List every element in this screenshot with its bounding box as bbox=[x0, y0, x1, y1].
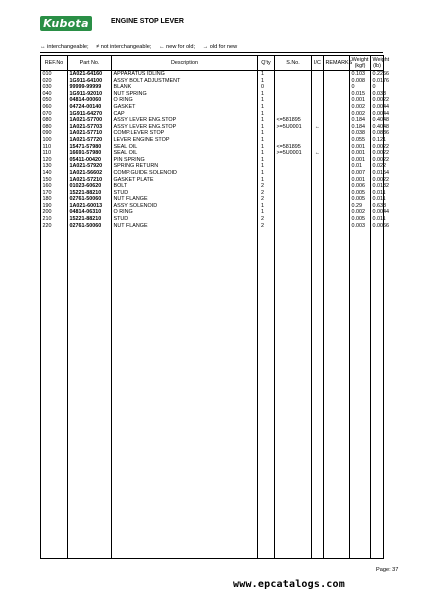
col-weight-lb: Weight (lb) bbox=[372, 57, 390, 69]
filler-cell bbox=[112, 229, 258, 558]
cell-remarks bbox=[324, 71, 350, 78]
table-row bbox=[41, 130, 384, 137]
cell-desc: LEVER ENGINE STOP bbox=[112, 137, 258, 144]
cell-ic bbox=[312, 111, 324, 118]
cell-remarks bbox=[324, 137, 350, 144]
cell-sno bbox=[275, 130, 312, 137]
cell-part: 04814-06310 bbox=[68, 209, 112, 216]
cell-lb: 0.033 bbox=[372, 90, 386, 97]
cell-remarks bbox=[324, 104, 350, 111]
cell-ref: 050 bbox=[41, 97, 68, 104]
cell-desc: STUD bbox=[112, 216, 258, 223]
cell-part: 99999-99999 bbox=[68, 84, 112, 91]
cell-kg: 0.001 bbox=[350, 157, 371, 164]
filler-cell bbox=[371, 229, 384, 558]
cell-qty: 1 bbox=[258, 130, 275, 137]
cell-desc: PIN SPRING bbox=[112, 157, 258, 164]
cell-desc: GASKET PLATE bbox=[112, 177, 258, 184]
cell-remarks bbox=[324, 196, 350, 203]
cell-kg: 0.005 bbox=[350, 216, 371, 223]
cell-desc: COMP.LEVER STOP bbox=[112, 130, 258, 137]
table-row bbox=[41, 209, 384, 216]
cell-lb: 0.011 bbox=[372, 196, 386, 203]
table-row bbox=[41, 150, 384, 157]
cell-sno bbox=[275, 78, 312, 85]
cell-lb: 0.4048 bbox=[372, 117, 389, 124]
cell-part: 15221-88210 bbox=[68, 216, 112, 223]
cell-desc: SEAL OIL bbox=[112, 150, 258, 157]
cell-kg: 0.002 bbox=[350, 209, 371, 216]
cell-desc: O RING bbox=[112, 209, 258, 216]
cell-qty: 1 bbox=[258, 71, 275, 78]
cell-part: 1A021-57710 bbox=[68, 130, 112, 137]
table-row bbox=[41, 157, 384, 164]
table-filler-row bbox=[41, 229, 384, 558]
table-row bbox=[41, 71, 384, 78]
table-row bbox=[41, 203, 384, 210]
cell-sno bbox=[275, 137, 312, 144]
cell-lb: 0.0044 bbox=[372, 209, 389, 216]
col-weight-kg: Weight (kgf) bbox=[350, 56, 371, 71]
cell-sno: >=5U0001 bbox=[275, 124, 312, 131]
cell-ic bbox=[312, 91, 324, 98]
cell-ic bbox=[312, 130, 324, 137]
col-ref: REF.No bbox=[41, 56, 68, 71]
table-header-row bbox=[41, 56, 384, 71]
cell-part: 1A021-57720 bbox=[68, 137, 112, 144]
cell-kg: 0.29 bbox=[350, 203, 371, 210]
cell-remarks bbox=[324, 97, 350, 104]
cell-lb: 0.0132 bbox=[372, 183, 389, 190]
cell-ic bbox=[312, 223, 324, 230]
cell-kg: 0.001 bbox=[350, 177, 371, 184]
cell-ref: 080 bbox=[41, 117, 68, 124]
cell-remarks bbox=[324, 117, 350, 124]
cell-desc: STUD bbox=[112, 190, 258, 197]
cell-lb: 0.0022 bbox=[372, 143, 389, 150]
cell-qty: 2 bbox=[258, 183, 275, 190]
legend-not-interchangeable: ≠ not interchangeable; bbox=[96, 44, 152, 50]
cell-sno: >=5U0001 bbox=[275, 150, 312, 157]
cell-sno bbox=[275, 177, 312, 184]
cell-part: 1A021-60013 bbox=[68, 203, 112, 210]
cell-qty: 1 bbox=[258, 144, 275, 151]
cell-kg: 0.008 bbox=[350, 78, 371, 85]
cell-sno bbox=[275, 223, 312, 230]
table-row bbox=[41, 117, 384, 124]
cell-lb: 0.4048 bbox=[372, 123, 389, 130]
cell-kg: 0.002 bbox=[350, 111, 371, 118]
header-rule bbox=[40, 52, 383, 53]
cell-ic bbox=[312, 117, 324, 124]
legend-old-for-new: → old for new bbox=[202, 44, 238, 50]
cell-ref: 010 bbox=[41, 71, 68, 78]
cell-qty: 1 bbox=[258, 137, 275, 144]
cell-ic bbox=[312, 97, 324, 104]
cell-sno bbox=[275, 84, 312, 91]
cell-part: 1G911-64100 bbox=[68, 78, 112, 85]
cell-desc: SEAL OIL bbox=[112, 144, 258, 151]
filler-cell bbox=[68, 229, 112, 558]
cell-part: 01023-60620 bbox=[68, 183, 112, 190]
cell-kg: 0.002 bbox=[350, 104, 371, 111]
cell-ref: 030 bbox=[41, 84, 68, 91]
cell-desc: NUT FLANGE bbox=[112, 196, 258, 203]
cell-qty: 2 bbox=[258, 190, 275, 197]
cell-lb: 0.011 bbox=[372, 189, 386, 196]
cell-ref: 080 bbox=[41, 124, 68, 131]
cell-remarks bbox=[324, 124, 350, 131]
cell-qty: 2 bbox=[258, 196, 275, 203]
cell-remarks bbox=[324, 91, 350, 98]
cell-part: 15221-88210 bbox=[68, 190, 112, 197]
cell-qty: 1 bbox=[258, 104, 275, 111]
cell-kg: 0.001 bbox=[350, 150, 371, 157]
cell-lb: 0.0176 bbox=[372, 77, 389, 84]
cell-lb: 0.022 bbox=[372, 163, 386, 170]
cell-sno bbox=[275, 183, 312, 190]
cell-sno bbox=[275, 209, 312, 216]
cell-ref: 110 bbox=[41, 144, 68, 151]
cell-remarks bbox=[324, 130, 350, 137]
cell-ic bbox=[312, 144, 324, 151]
cell-part: 1G911-92010 bbox=[68, 91, 112, 98]
cell-desc: NUT FLANGE bbox=[112, 223, 258, 230]
cell-qty: 1 bbox=[258, 97, 275, 104]
cell-sno bbox=[275, 196, 312, 203]
cell-ref: 190 bbox=[41, 203, 68, 210]
cell-ref: 220 bbox=[41, 223, 68, 230]
cell-remarks bbox=[324, 111, 350, 118]
table-row bbox=[41, 163, 384, 170]
cell-remarks bbox=[324, 84, 350, 91]
filler-cell bbox=[41, 229, 68, 558]
table-row bbox=[41, 97, 384, 104]
cell-sno bbox=[275, 111, 312, 118]
cell-desc: NUT SPRING bbox=[112, 91, 258, 98]
cell-part: 15471-57980 bbox=[68, 144, 112, 151]
cell-part: 04724-00140 bbox=[68, 104, 112, 111]
cell-sno bbox=[275, 97, 312, 104]
cell-ic bbox=[312, 84, 324, 91]
cell-ref: 200 bbox=[41, 209, 68, 216]
cell-qty: 1 bbox=[258, 91, 275, 98]
cell-remarks bbox=[324, 150, 350, 157]
filler-cell bbox=[258, 229, 275, 558]
cell-sno bbox=[275, 71, 312, 78]
cell-kg: 0.001 bbox=[350, 144, 371, 151]
cell-part: 02761-50060 bbox=[68, 196, 112, 203]
cell-ref: 180 bbox=[41, 196, 68, 203]
cell-sno: <=581895 bbox=[275, 144, 312, 151]
cell-lb: 0.0066 bbox=[372, 222, 389, 229]
cell-ref: 070 bbox=[41, 111, 68, 118]
cell-kg: 0.038 bbox=[350, 130, 371, 137]
cell-qty: 1 bbox=[258, 150, 275, 157]
cell-ic bbox=[312, 78, 324, 85]
cell-lb: 0.0022 bbox=[372, 176, 389, 183]
cell-sno bbox=[275, 203, 312, 210]
cell-remarks bbox=[324, 216, 350, 223]
table-row bbox=[41, 190, 384, 197]
cell-ref: 020 bbox=[41, 78, 68, 85]
cell-sno bbox=[275, 163, 312, 170]
cell-remarks bbox=[324, 209, 350, 216]
table-row bbox=[41, 111, 384, 118]
cell-remarks bbox=[324, 183, 350, 190]
cell-lb: 0.0836 bbox=[372, 130, 389, 137]
cell-qty: 1 bbox=[258, 209, 275, 216]
cell-kg: 0.015 bbox=[350, 91, 371, 98]
cell-desc: ASSY LEVER ENG.STOP bbox=[112, 124, 258, 131]
page-title: ENGINE STOP LEVER bbox=[111, 18, 184, 25]
cell-part: 1A021-56602 bbox=[68, 170, 112, 177]
parts-table bbox=[40, 55, 390, 559]
cell-qty: 1 bbox=[258, 124, 275, 131]
cell-lb: 0.0044 bbox=[372, 103, 389, 110]
table-row bbox=[41, 124, 384, 131]
cell-qty: 1 bbox=[258, 163, 275, 170]
cell-kg: 0.184 bbox=[350, 117, 371, 124]
col-description: Description bbox=[112, 56, 258, 71]
table-row bbox=[41, 170, 384, 177]
cell-ref: 150 bbox=[41, 177, 68, 184]
watermark: www.epcatalogs.com bbox=[233, 579, 345, 590]
cell-part: 02761-50060 bbox=[68, 223, 112, 230]
cell-ref: 130 bbox=[41, 163, 68, 170]
cell-ref: 100 bbox=[41, 137, 68, 144]
cell-part: 1A021-57210 bbox=[68, 177, 112, 184]
page-number: Page: 37 bbox=[376, 567, 399, 573]
cell-remarks bbox=[324, 163, 350, 170]
cell-kg: 0 bbox=[350, 84, 371, 91]
cell-part: 04814-00060 bbox=[68, 97, 112, 104]
cell-ref: 120 bbox=[41, 157, 68, 164]
cell-ic bbox=[312, 196, 324, 203]
cell-sno bbox=[275, 157, 312, 164]
cell-kg: 0.055 bbox=[350, 137, 371, 144]
cell-qty: 1 bbox=[258, 203, 275, 210]
cell-lb: 0.121 bbox=[372, 136, 386, 143]
cell-ic bbox=[312, 183, 324, 190]
cell-lb: 0.0044 bbox=[372, 110, 389, 117]
cell-desc: BOLT bbox=[112, 183, 258, 190]
cell-ic bbox=[312, 209, 324, 216]
cell-remarks bbox=[324, 157, 350, 164]
cell-ic: ← bbox=[312, 124, 324, 131]
cell-desc: COMP.GUIDE SOLENOID bbox=[112, 170, 258, 177]
cell-ic: ← bbox=[312, 150, 324, 157]
table-row bbox=[41, 137, 384, 144]
cell-ic bbox=[312, 163, 324, 170]
cell-sno: <=581895 bbox=[275, 117, 312, 124]
cell-desc: ASSY BOLT ADJUSTMENT bbox=[112, 78, 258, 85]
cell-desc: SPRING RETURN bbox=[112, 163, 258, 170]
table-row bbox=[41, 183, 384, 190]
cell-lb: 0.0022 bbox=[372, 150, 389, 157]
cell-ic bbox=[312, 203, 324, 210]
cell-desc: ASSY SOLENOID bbox=[112, 203, 258, 210]
cell-kg: 0.005 bbox=[350, 190, 371, 197]
cell-remarks bbox=[324, 78, 350, 85]
cell-qty: 0 bbox=[258, 84, 275, 91]
cell-kg: 0.01 bbox=[350, 163, 371, 170]
legend-interchangeable: ↔ interchangeable; bbox=[40, 44, 89, 50]
table-row bbox=[41, 177, 384, 184]
cell-sno bbox=[275, 170, 312, 177]
cell-part: 16691-57980 bbox=[68, 150, 112, 157]
cell-ref: 040 bbox=[41, 91, 68, 98]
cell-desc: APPARATUS IDLING bbox=[112, 71, 258, 78]
cell-part: 1A021-57703 bbox=[68, 124, 112, 131]
filler-cell bbox=[324, 229, 350, 558]
cell-ic bbox=[312, 170, 324, 177]
cell-qty: 1 bbox=[258, 177, 275, 184]
cell-kg: 0.184 bbox=[350, 124, 371, 131]
cell-lb: 0.0022 bbox=[372, 156, 389, 163]
cell-remarks bbox=[324, 144, 350, 151]
cell-desc: O RING bbox=[112, 97, 258, 104]
cell-qty: 1 bbox=[258, 78, 275, 85]
col-sno: S.No. bbox=[275, 56, 312, 71]
cell-kg: 0.001 bbox=[350, 97, 371, 104]
table-row bbox=[41, 216, 384, 223]
cell-qty: 1 bbox=[258, 170, 275, 177]
cell-qty: 1 bbox=[258, 111, 275, 118]
kubota-logo: Kubota bbox=[40, 16, 92, 31]
cell-sno bbox=[275, 216, 312, 223]
cell-ref: 110 bbox=[41, 150, 68, 157]
cell-lb: 0.0154 bbox=[372, 169, 389, 176]
cell-remarks bbox=[324, 177, 350, 184]
cell-lb: 0.011 bbox=[372, 216, 386, 223]
cell-ic bbox=[312, 216, 324, 223]
cell-lb: 0.0022 bbox=[372, 97, 389, 104]
cell-remarks bbox=[324, 190, 350, 197]
table-row bbox=[41, 84, 384, 91]
cell-ic bbox=[312, 104, 324, 111]
cell-qty: 2 bbox=[258, 216, 275, 223]
cell-ref: 210 bbox=[41, 216, 68, 223]
cell-part: 1A021-64160 bbox=[68, 71, 112, 78]
cell-ic bbox=[312, 71, 324, 78]
table-row bbox=[41, 91, 384, 98]
table-row bbox=[41, 78, 384, 85]
cell-lb: 0.2266 bbox=[372, 71, 389, 77]
cell-ic bbox=[312, 177, 324, 184]
col-part: Part No. bbox=[68, 56, 112, 71]
col-qty: Q'ty bbox=[258, 56, 275, 71]
cell-remarks bbox=[324, 170, 350, 177]
cell-desc: GASKET bbox=[112, 104, 258, 111]
cell-ref: 160 bbox=[41, 183, 68, 190]
cell-remarks bbox=[324, 223, 350, 230]
cell-kg: 0.005 bbox=[350, 196, 371, 203]
cell-ref: 060 bbox=[41, 104, 68, 111]
cell-ic bbox=[312, 137, 324, 144]
table-row bbox=[41, 104, 384, 111]
cell-kg: 0.007 bbox=[350, 170, 371, 177]
cell-lb: 0 bbox=[371, 84, 384, 91]
cell-qty: 1 bbox=[258, 157, 275, 164]
table-row bbox=[41, 196, 384, 203]
legend-new-for-old: ← new for old; bbox=[158, 44, 196, 50]
cell-qty: 1 bbox=[258, 117, 275, 124]
cell-desc: CAP bbox=[112, 111, 258, 118]
cell-ref: 140 bbox=[41, 170, 68, 177]
cell-kg: 0.006 bbox=[350, 183, 371, 190]
cell-ref: 170 bbox=[41, 190, 68, 197]
col-ic: I/C bbox=[312, 56, 324, 71]
cell-kg: 0.003 bbox=[350, 223, 371, 230]
cell-remarks bbox=[324, 203, 350, 210]
cell-ic bbox=[312, 157, 324, 164]
cell-part: 1G911-64270 bbox=[68, 111, 112, 118]
cell-desc: BLANK bbox=[112, 84, 258, 91]
filler-cell bbox=[275, 229, 312, 558]
table-row bbox=[41, 144, 384, 151]
cell-part: 1A021-57920 bbox=[68, 163, 112, 170]
cell-qty: 2 bbox=[258, 223, 275, 230]
cell-kg: 0.103 bbox=[350, 71, 371, 78]
cell-sno bbox=[275, 104, 312, 111]
filler-cell bbox=[350, 229, 371, 558]
filler-cell bbox=[312, 229, 324, 558]
cell-part: 1A021-57700 bbox=[68, 117, 112, 124]
cell-ic bbox=[312, 190, 324, 197]
col-remarks: REMARKS bbox=[324, 56, 350, 71]
table-row bbox=[41, 223, 384, 230]
cell-ref: 090 bbox=[41, 130, 68, 137]
cell-sno bbox=[275, 190, 312, 197]
interchangeability-legend bbox=[40, 44, 243, 50]
cell-desc: ASSY LEVER ENG.STOP bbox=[112, 117, 258, 124]
cell-part: 05411-00420 bbox=[68, 157, 112, 164]
cell-sno bbox=[275, 91, 312, 98]
cell-lb: 0.638 bbox=[372, 202, 386, 209]
